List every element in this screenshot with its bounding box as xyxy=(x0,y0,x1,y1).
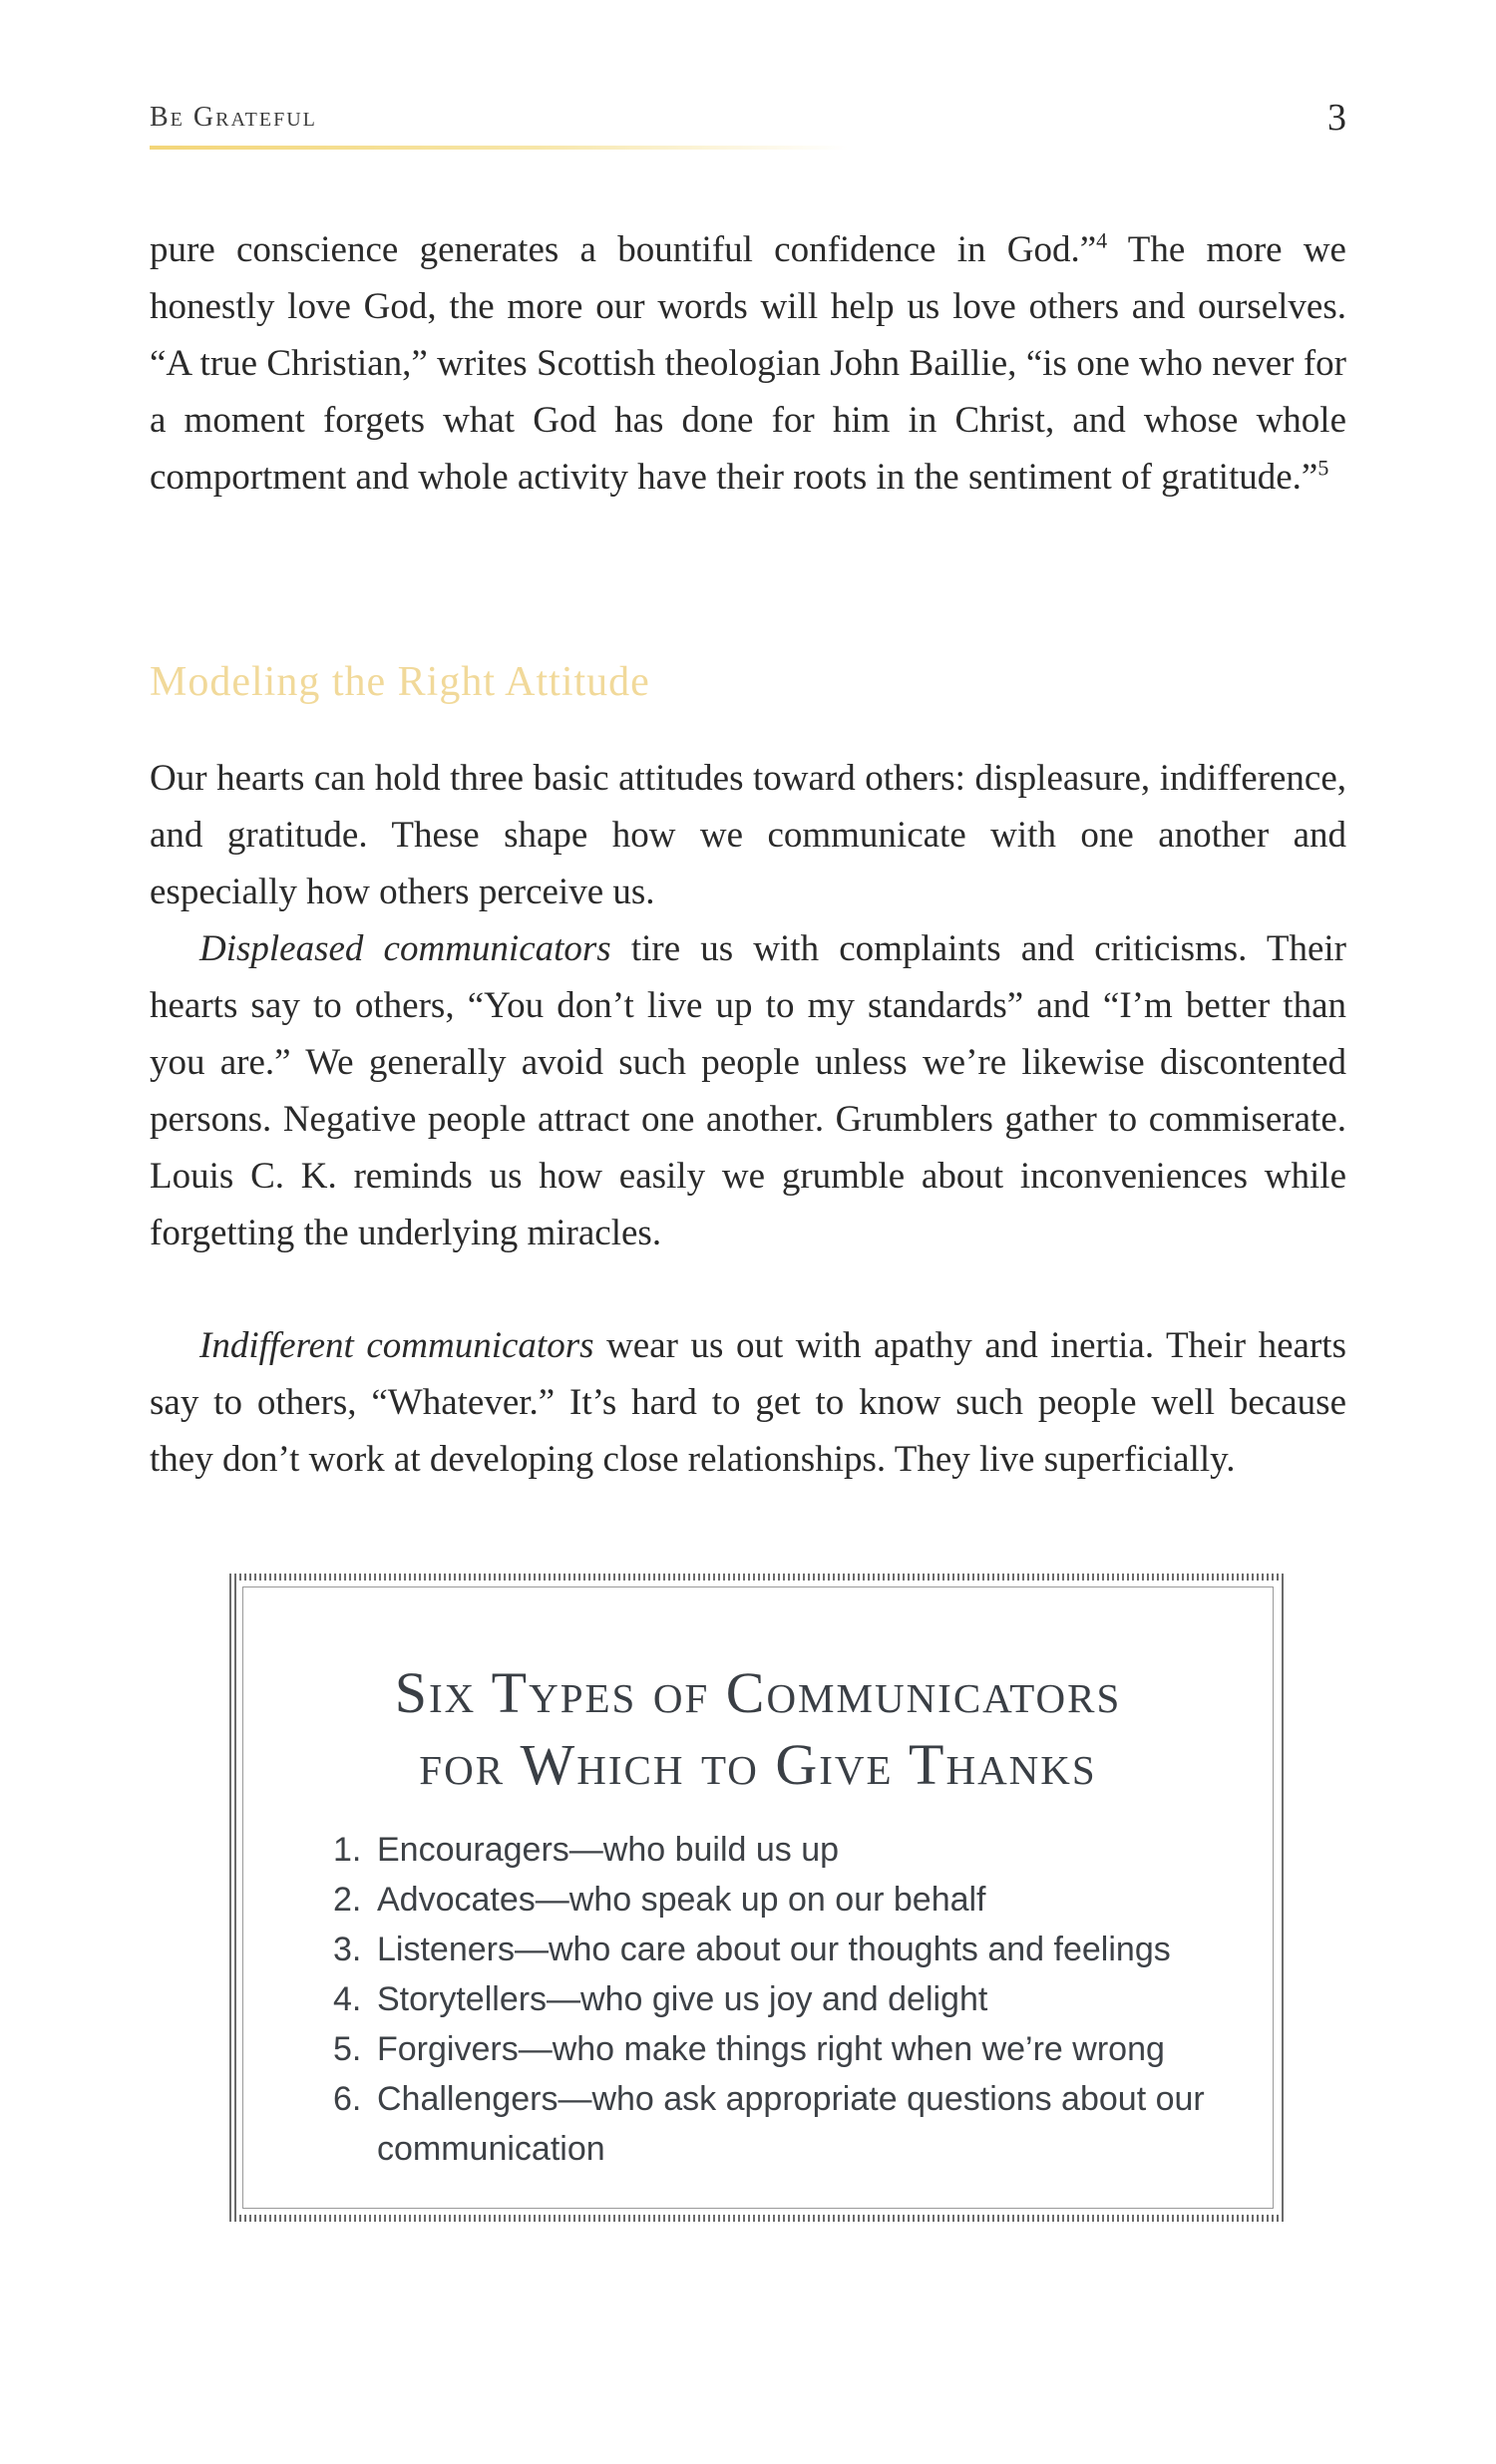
sidebar-inner-frame xyxy=(242,1586,1274,2209)
list-item-text: Forgivers—who make things right when we’re wrong xyxy=(377,2030,1165,2068)
sidebar-list xyxy=(333,1825,1255,2174)
list-item-number: 1. xyxy=(333,1831,362,1869)
section-heading: Modeling the Right Attitude xyxy=(150,659,650,705)
sidebar-title-line-2: for Which to Give Thanks xyxy=(419,1732,1097,1797)
paragraph-1 xyxy=(150,221,1346,506)
paragraph-4-italic: Indifferent communicators xyxy=(199,1325,594,1366)
paragraph-2: Our hearts can hold three basic attitudes toward others: displeasure, indifference, and gratitude. These shape how we communicate with one another and especially how others perceive us. xyxy=(150,758,1346,912)
list-item xyxy=(333,1875,1255,1925)
running-head: Be Grateful xyxy=(150,102,317,133)
sidebar-title-line-1: Six Types of Communicators xyxy=(394,1660,1122,1725)
paragraph-1-text-b: The more we honestly love God, the more our words will help us love others and ourselves. “A true Christian,” writes Scottish theologian John Baillie, “is one who never for a moment forgets what God has done for him in Christ, and whose whole comportment and whole activity have their roots in the sentiment of gratitude.” xyxy=(150,229,1346,498)
list-item-text: Encouragers—who build us up xyxy=(377,1831,840,1869)
paragraph-4-text: wear us out with apathy and inertia. Their hearts say to others, “Whatever.” It’s hard to get to know such people well because they don’t work at developing close relationships. They live superficially. xyxy=(150,1325,1346,1480)
list-item-text: Storytellers—who give us joy and delight xyxy=(377,1980,988,2018)
footnote-marker-5: 5 xyxy=(1317,455,1329,481)
paragraph-3-text: tire us with complaints and criticisms. Their hearts say to others, “You don’t live up to my standards” and “I’m better than you are.” We generally avoid such people unless we’re likewise discontented persons. Negative people attract one another. Grumblers gather to commiserate. Louis C. K. reminds us how easily we grumble about inconveniences while forgetting the underlying miracles. xyxy=(150,928,1346,1253)
list-item-number: 5. xyxy=(333,2030,362,2068)
list-item-number: 6. xyxy=(333,2080,362,2118)
sidebar-title xyxy=(243,1657,1273,1801)
paragraph-4 xyxy=(150,1317,1346,1488)
list-item xyxy=(333,1974,1255,2024)
list-item-number: 2. xyxy=(333,1881,362,1919)
paragraph-1-text-a: pure conscience generates a bountiful confidence in God.” xyxy=(150,229,1097,270)
list-item xyxy=(333,1825,1255,1875)
list-item-text: Listeners—who care about our thoughts and feelings xyxy=(377,1931,1171,1968)
footnote-marker-4: 4 xyxy=(1096,227,1108,253)
list-item xyxy=(333,1925,1255,1974)
paragraph-3 xyxy=(150,920,1346,1261)
header-rule xyxy=(150,146,848,150)
page-number: 3 xyxy=(1327,97,1346,139)
list-item xyxy=(333,2074,1255,2174)
list-item xyxy=(333,2024,1255,2074)
paragraph-3-italic: Displeased communicators xyxy=(199,928,611,969)
list-item-text: Challengers—who ask appropriate questions about our communication xyxy=(377,2080,1205,2168)
list-item-number: 4. xyxy=(333,1980,362,2018)
list-item-text: Advocates—who speak up on our behalf xyxy=(377,1881,986,1919)
sidebar-box xyxy=(229,1574,1287,2222)
list-item-number: 3. xyxy=(333,1931,362,1968)
